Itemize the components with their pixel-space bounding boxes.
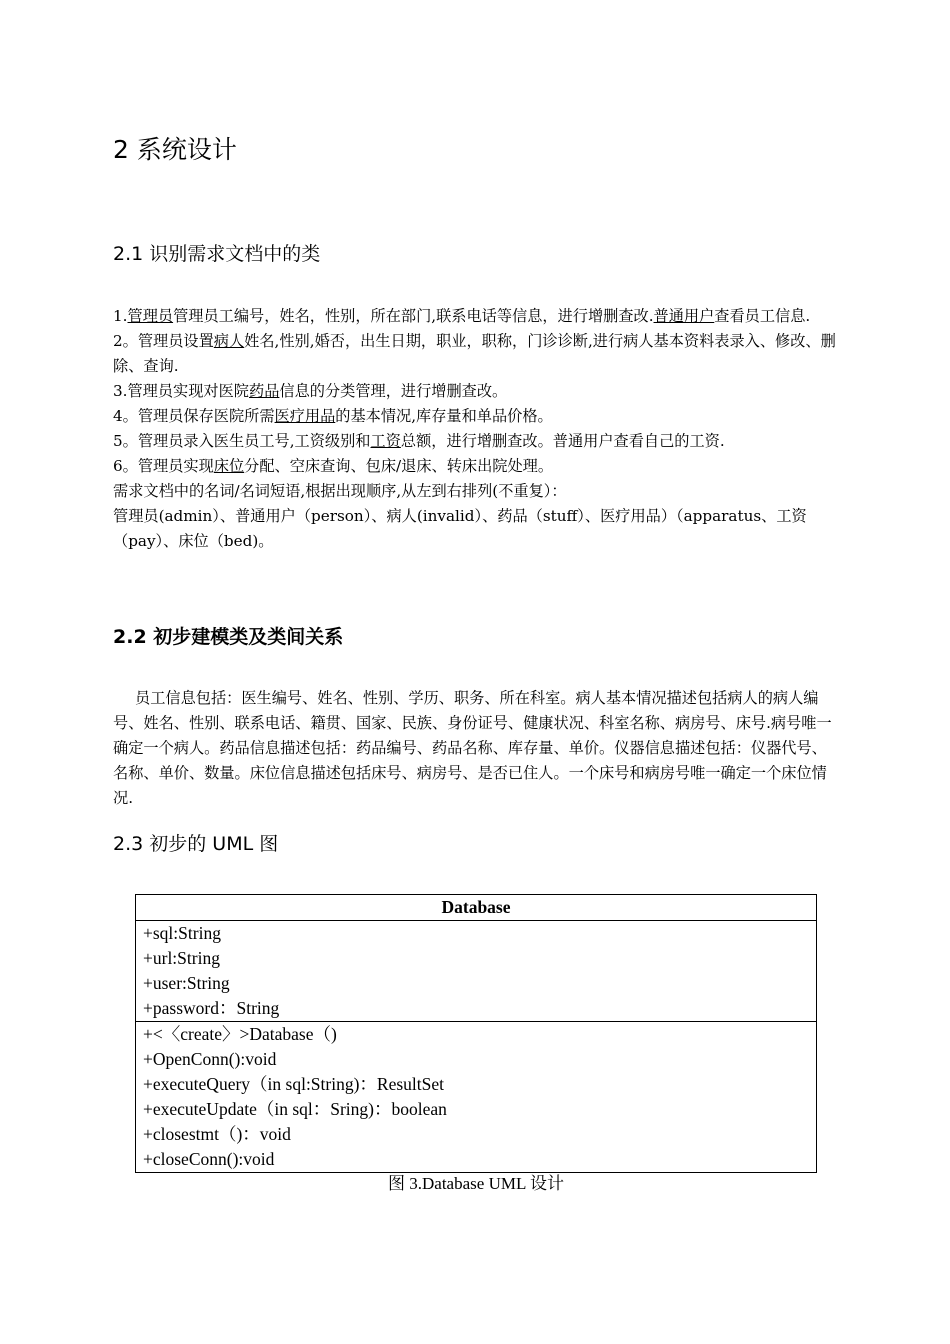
noun-medicine: 药品 xyxy=(249,382,280,400)
noun-admin: 管理员 xyxy=(127,307,174,325)
uml-attribute: +sql:String xyxy=(143,923,221,943)
noun-list-intro: 需求文档中的名词/名词短语,根据出现顺序,从左到右排列(不重复）： xyxy=(113,482,567,500)
uml-attribute: +user:String xyxy=(143,973,230,993)
requirement-item-5: 5。管理员录入医生员工号,工资级别和工资总额，进行增删查改。普通用户查看自己的工资. xyxy=(113,432,725,450)
uml-method: +executeQuery（in sql:String)：ResultSet xyxy=(143,1074,445,1094)
requirement-item-6: 6。管理员实现床位分配、空床查询、包床/退床、转床出院处理。 xyxy=(113,457,554,475)
uml-attribute: +url:String xyxy=(143,948,220,968)
uml-method: +<〈create〉>Database（) xyxy=(143,1024,337,1044)
uml-method: +closestmt（)：void xyxy=(143,1124,291,1144)
requirement-item-4: 4。管理员保存医院所需医疗用品的基本情况,库存量和单品价格。 xyxy=(113,407,553,425)
uml-methods xyxy=(136,1021,816,1172)
figure-caption: 图 3.Database UML 设计 xyxy=(388,1174,564,1193)
requirement-item-1: 1.管理员管理员工编号，姓名，性别，所在部门,联系电话等信息，进行增删查改.普通用户查看员工信息. xyxy=(113,307,811,325)
uml-method: +OpenConn():void xyxy=(143,1049,277,1069)
section-2-2-body: 员工信息包括：医生编号、姓名、性别、学历、职务、所在科室。病人基本情况描述包括病人的病人编号、姓名、性别、联系电话、籍贯、国家、民族、身份证号、健康状况、科室名称、病房号、床号.病号唯一确定一个病人。药品信息描述包括：药品编号、药品名称、库存量、单价。仪器信息描述包括：仪器代号、名称、单价、数量。床位信息描述包括床号、病房号、是否已住人。一个床号和病房号唯一确定一个床位情况. xyxy=(113,689,832,807)
noun-user: 普通用户 xyxy=(653,307,715,325)
noun-salary: 工资 xyxy=(370,432,401,450)
uml-class-box xyxy=(135,894,817,1173)
requirements-list xyxy=(113,304,839,554)
section-heading-2-3: 2.3 初步的 UML 图 xyxy=(113,833,279,855)
chapter-heading: 2 系统设计 xyxy=(113,135,237,164)
uml-method: +closeConn():void xyxy=(143,1149,275,1169)
section-heading-2-1: 2.1 识别需求文档中的类 xyxy=(113,243,321,265)
noun-list: 管理员(admin）、普通用户（person）、病人(invalid）、药品（stuff）、医疗用品）（apparatus、工资（pay）、床位（bed)。 xyxy=(113,507,807,550)
requirement-item-2: 2。管理员设置病人姓名,性别,婚否，出生日期，职业，职称，门诊诊断,进行病人基本资料表录入、修改、删除、查询. xyxy=(113,332,836,375)
uml-method: +executeUpdate（in sql：Sring)：boolean xyxy=(143,1099,447,1119)
uml-class-name: Database xyxy=(136,895,816,921)
requirement-item-3: 3.管理员实现对医院药品信息的分类管理，进行增删查改。 xyxy=(113,382,508,400)
section-heading-2-2: 2.2 初步建模类及类间关系 xyxy=(113,626,344,648)
uml-attributes xyxy=(136,921,816,1021)
noun-bed: 床位 xyxy=(213,457,245,475)
noun-medical-supplies: 医疗用品 xyxy=(274,407,336,425)
noun-patient: 病人 xyxy=(213,332,245,350)
uml-attribute: +password：String xyxy=(143,998,280,1018)
